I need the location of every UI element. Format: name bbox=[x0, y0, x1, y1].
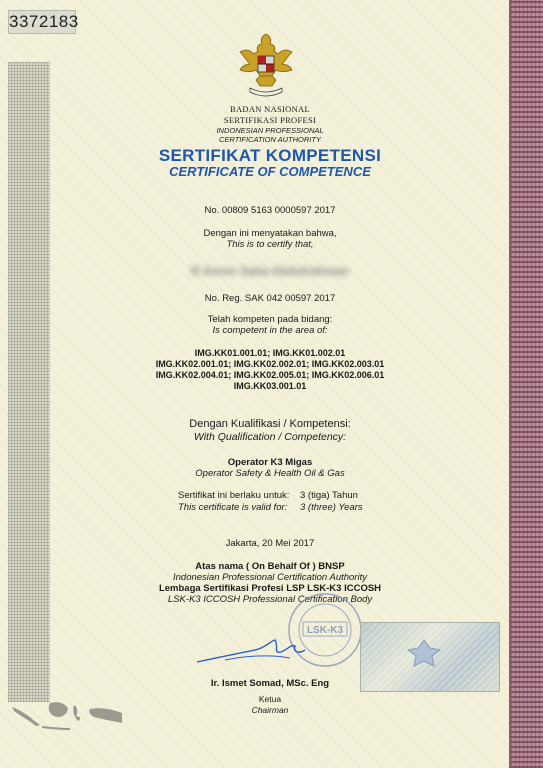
on-behalf-line1: Atas nama ( On Behalf Of ) BNSP bbox=[195, 561, 345, 572]
competent-statement-en: Is competent in the area of: bbox=[212, 325, 328, 336]
qualification-label-en: With Qualification / Competency: bbox=[193, 431, 347, 443]
hologram-emblem-icon bbox=[404, 634, 444, 674]
qualification-name-en: Operator Safety & Health Oil & Gas bbox=[195, 468, 345, 479]
signatory-title-en: Chairman bbox=[251, 705, 289, 715]
certificate-title: SERTIFIKAT KOMPETENSI bbox=[158, 146, 382, 165]
signatory-title: Ketua bbox=[258, 694, 282, 704]
certificate-number: No. 00809 5163 0000597 2017 bbox=[204, 205, 336, 216]
authority-name-en bbox=[150, 126, 390, 144]
unit-code-line: IMG.KK01.001.01; IMG.KK01.002.01 bbox=[194, 348, 346, 358]
certificate-title-en: CERTIFICATE OF COMPETENCE bbox=[169, 164, 371, 179]
on-behalf-line3: Lembaga Sertifikasi Profesi LSP LSK-K3 ICCOSH bbox=[158, 583, 382, 594]
place-date: Jakarta, 20 Mei 2017 bbox=[225, 538, 315, 549]
indonesia-map-icon bbox=[8, 695, 128, 735]
authority-name-en-line2: CERTIFICATION AUTHORITY bbox=[219, 135, 321, 144]
authority-name-en-line1: INDONESIAN PROFESSIONAL bbox=[216, 126, 324, 135]
garuda-emblem-icon bbox=[238, 30, 294, 102]
authority-name-line1: BADAN NASIONAL bbox=[230, 104, 310, 114]
on-behalf-line2: Indonesian Professional Certification Authority bbox=[173, 572, 367, 583]
unit-codes bbox=[110, 348, 430, 392]
on-behalf-line4: LSK-K3 ICCOSH Professional Certification Body bbox=[167, 594, 373, 605]
holder-name: R Anom Satia Abdulrahman bbox=[191, 264, 349, 278]
signatory-name: Ir. Ismet Somad, MSc. Eng bbox=[210, 678, 330, 689]
left-security-band bbox=[8, 62, 50, 702]
stamp-text: LSK-K3 bbox=[306, 625, 344, 636]
certify-statement-en: This is to certify that, bbox=[226, 239, 314, 250]
signature-icon bbox=[195, 632, 325, 672]
certify-statement: Dengan ini menyatakan bahwa, bbox=[203, 228, 337, 239]
registration-number: No. Reg. SAK 042 00597 2017 bbox=[204, 293, 336, 304]
unit-code-line: IMG.KK02.001.01; IMG.KK02.002.01; IMG.KK02.003.01 bbox=[155, 359, 385, 369]
validity-label: Sertifikat ini berlaku untuk: bbox=[178, 490, 290, 501]
validity-label-en: This certificate is valid for: bbox=[178, 502, 288, 513]
qualification-name: Operator K3 Migas bbox=[227, 457, 313, 468]
authority-name bbox=[150, 104, 390, 126]
authority-name-line2: SERTIFIKASI PROFESI bbox=[223, 115, 317, 125]
validity-value-en: 3 (three) Years bbox=[300, 502, 363, 513]
validity-value: 3 (tiga) Tahun bbox=[300, 490, 358, 501]
qualification-label: Dengan Kualifikasi / Kompetensi: bbox=[189, 418, 351, 430]
right-guilloche-border bbox=[509, 0, 543, 768]
serial-number: 3372183 bbox=[8, 10, 76, 34]
unit-code-line: IMG.KK02.004.01; IMG.KK02.005.01; IMG.KK02.006.01 bbox=[155, 370, 385, 380]
unit-code-line: IMG.KK03.001.01 bbox=[233, 381, 307, 391]
competent-statement: Telah kompeten pada bidang: bbox=[207, 314, 333, 325]
